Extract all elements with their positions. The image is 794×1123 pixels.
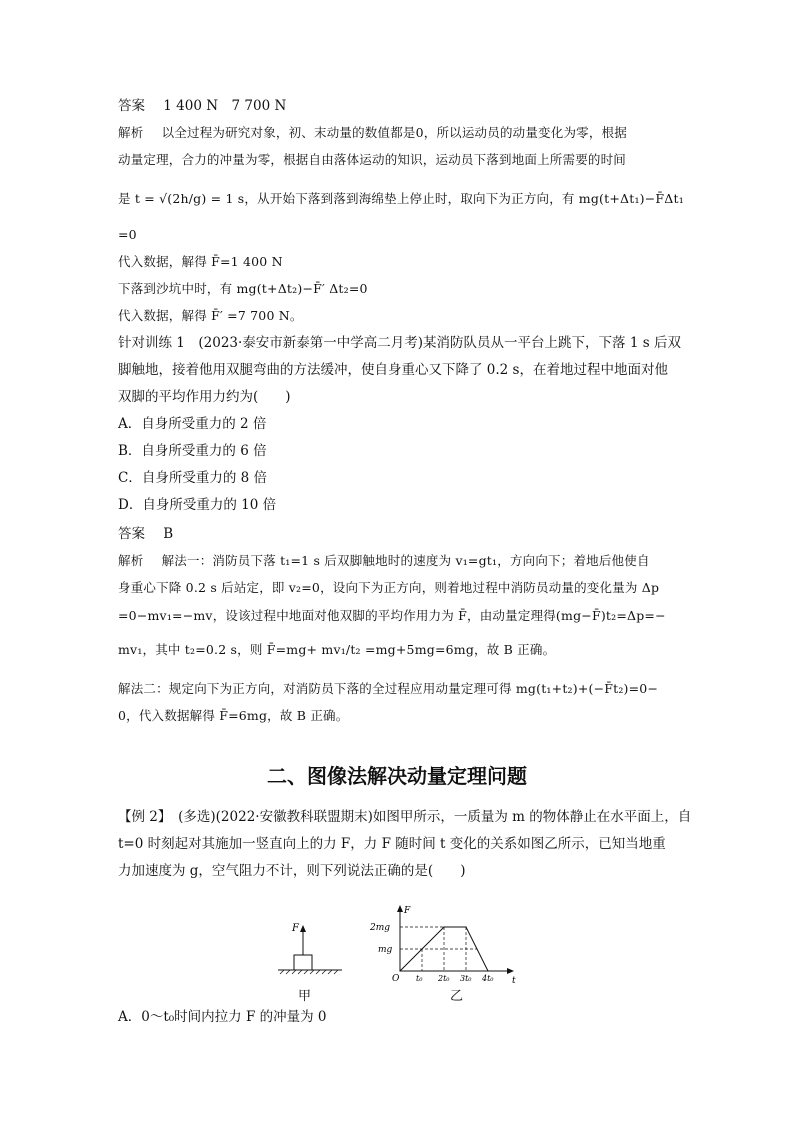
analysis-1-line-7: 代入数据，解得 F̄′ =7 700 N。 <box>118 308 303 323</box>
analysis-2-line-2: 身重心下降 0.2 s 后站定，即 v₂=0，设向下为正方向，则着地过程中消防员动量的变化量为 Δp <box>118 580 660 595</box>
analysis-1-line-1 <box>118 124 627 142</box>
training-line-3: 双脚的平均作用力约为( ) <box>118 389 291 405</box>
y-axis-arrow <box>397 905 403 912</box>
analysis-1-text-1: 以全过程为研究对象，初、末动量的数值都是0，所以运动员的动量变化为零，根据 <box>161 125 627 140</box>
y-tick-label: mg <box>378 945 393 955</box>
analysis-2-line-3: =0−mv₁=−mv，设该过程中地面对他双脚的平均作用力为 F̄，由动量定理得(mg−F̄)t₂=Δp=− <box>118 608 666 623</box>
y-axis-label: F <box>404 906 411 916</box>
example-2-line-2: t=0 时刻起对其施加一竖直向上的力 F，力 F 随时间 t 变化的关系如图乙所示，已知当地重 <box>118 836 666 852</box>
analysis-1-line-6: 下落到沙坑中时，有 mg(t+Δt₂)−F̄′ Δt₂=0 <box>118 281 368 296</box>
data-point <box>487 970 488 971</box>
analysis-label: 解析 <box>118 553 144 568</box>
figure-yi-chart <box>369 905 516 985</box>
analysis-1-line-3: 是 t = √(2h/g) = 1 s，从开始下落到落到海绵垫上停止时，取向下为正方向，有 mg(t+Δt₁)−F̄Δt₁ <box>118 191 684 206</box>
analysis-2-line-1 <box>118 552 650 570</box>
figure-svg <box>270 905 530 985</box>
analysis-label: 解析 <box>118 125 144 140</box>
data-point <box>399 970 400 971</box>
answer-1 <box>118 97 286 115</box>
x-tick-label: 4t₀ <box>482 974 494 983</box>
option-d: D．自身所受重力的 10 倍 <box>118 497 277 513</box>
x-tick-label: t₀ <box>416 974 423 983</box>
force-label: F <box>292 923 299 934</box>
origin-label: O <box>392 974 400 984</box>
y-tick-label: 2mg <box>370 923 391 933</box>
option-c: C．自身所受重力的 8 倍 <box>118 470 268 486</box>
example-2-option-a: A．0～t₀时间内拉力 F 的冲量为 0 <box>118 1009 327 1025</box>
analysis-2-line-6: 0，代入数据解得 F̄=6mg，故 B 正确。 <box>118 708 349 723</box>
analysis-2-line-5: 解法二：规定向下为正方向，对消防员下落的全过程应用动量定理可得 mg(t₁+t₂)+(−F̄t₂)=0− <box>118 681 659 696</box>
answer-label: 答案 <box>118 526 145 542</box>
caption-jia: 甲 <box>298 989 312 1004</box>
answer-2 <box>118 525 173 543</box>
example-2-line-3: 力加速度为 g，空气阻力不计，则下列说法正确的是( ) <box>118 863 466 879</box>
answer-label: 答案 <box>118 98 145 114</box>
training-line-1: 针对训练 1 (2023·泰安市新泰第一中学高二月考)某消防队员从一平台上跳下，下落 1 s 后双 <box>118 335 681 351</box>
analysis-1-line-4: =0 <box>118 227 137 242</box>
analysis-1-line-2: 动量定理，合力的冲量为零，根据自由落体运动的知识，运动员下落到地面上所需要的时间 <box>118 152 627 167</box>
x-tick-label: 2t₀ <box>438 974 450 983</box>
x-axis-arrow <box>507 968 514 974</box>
analysis-1-line-5: 代入数据，解得 F̄=1 400 N <box>118 254 283 269</box>
answer-value: 1 400 N 7 700 N <box>163 98 287 114</box>
x-axis-label: t <box>512 976 516 985</box>
caption-yi: 乙 <box>450 989 464 1004</box>
option-a: A．自身所受重力的 2 倍 <box>118 416 267 432</box>
x-tick-label: 3t₀ <box>460 974 472 983</box>
analysis-2-line-4: mv₁，其中 t₂=0.2 s，则 F̄=mg+ mv₁/t₂ =mg+5mg=6mg，故 B 正确。 <box>118 642 556 657</box>
block <box>294 955 312 970</box>
example-2-line-1: 【例 2】 (多选)(2022·安徽教科联盟期末)如图甲所示，一质量为 m 的物体静止在水平面上，自 <box>118 809 692 825</box>
data-point <box>443 926 444 927</box>
force-arrow-head <box>300 925 306 932</box>
data-point <box>465 926 466 927</box>
option-b: B．自身所受重力的 6 倍 <box>118 443 267 459</box>
ground-hatch <box>280 970 338 974</box>
training-line-2: 脚触地，接着他用双腿弯曲的方法缓冲，使自身重心又下降了 0.2 s，在着地过程中地面对他 <box>118 362 668 378</box>
figure-jia <box>278 923 342 974</box>
figure <box>270 905 530 1004</box>
answer-value: B <box>163 526 174 542</box>
section-title: 二、图像法解决动量定理问题 <box>267 764 527 788</box>
analysis-2-text-1: 解法一：消防员下落 t₁=1 s 后双脚触地时的速度为 v₁=gt₁，方向向下；着地后他使自 <box>161 553 650 568</box>
